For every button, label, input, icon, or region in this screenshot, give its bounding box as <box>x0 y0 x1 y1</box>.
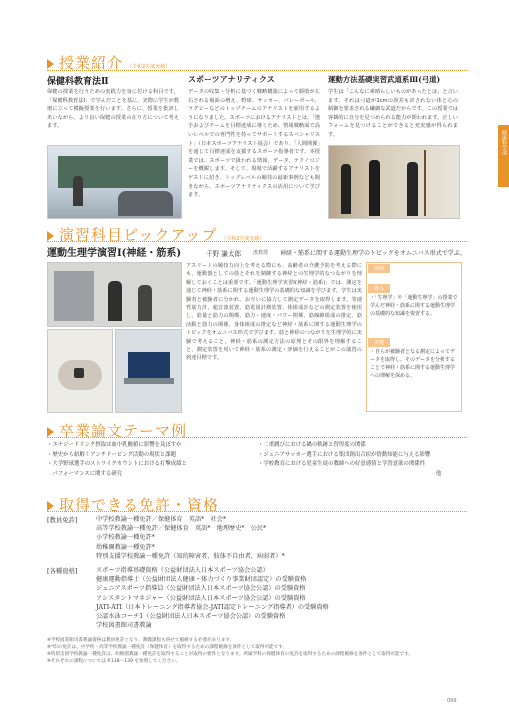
seminar-photo-2 <box>47 329 113 413</box>
laptop-base <box>124 378 174 384</box>
student-figure <box>138 285 152 321</box>
archer-figure-1 <box>341 164 351 214</box>
footnote: ※*印の免許は、中学校・高等学校教諭一種免許（保健体育）を取得するための課程履修を条件として取得可能です。 <box>47 645 288 650</box>
thesis-item: ・二重跳びにおける縄の軌跡と習得度の関係 <box>258 442 366 448</box>
qualification-item: 健康運動指導士（公益財団法人健康・体力づくり事業財団認定）の受験資格 <box>96 576 307 584</box>
triangle-bullet-icon <box>47 427 54 437</box>
thesis-item: ・歴史から紐解くアンチドーピング活動の現状と課題 <box>47 451 177 458</box>
qualification-label: [各種資格] <box>47 567 78 575</box>
classroom-photo <box>47 145 182 219</box>
section-divider <box>47 437 467 438</box>
course-heading-2: スポーツアナリティクス <box>188 74 275 84</box>
course-text-3: 学生は「こんなに素晴らしいものがあったとは」と言います。それは弓道が1cmの誤差も許されない体と心の制御を要求される繊細な武道だからです。この授業では客観的に自分を見つめられる能力が問われます。正しいフォームを見つけることができると充実感が得られます。 <box>328 89 458 138</box>
thesis-item: パフォーマンスに関する研究 <box>47 470 123 477</box>
section-title-seminar: 演習科目ピックアップ （令和2年度実績） <box>47 224 265 245</box>
side-tab-label: 健康科学部 <box>501 130 507 155</box>
archer-figure-3 <box>407 162 418 216</box>
equipment <box>54 271 94 321</box>
flow-text-2: ・「生理学」や「運動生理学」の授業で学んだ神経・筋系に関する運動生理学の基礎的な知識を復習する。 <box>370 295 458 317</box>
laptop-screen <box>128 352 170 378</box>
license-item: 特別支援学校教諭一種免許（知的障害者、肢体不自由者、病弱者）* <box>96 552 285 560</box>
license-item: 中学校教諭一種免許／保健体育 英語* 社会* <box>96 516 226 523</box>
section-title-licenses: 取得できる免許・資格 <box>47 494 219 515</box>
teacher-figure <box>73 176 83 206</box>
archer-figure-2 <box>369 160 380 216</box>
license-item: 小学校教諭一種免許* <box>96 534 155 542</box>
section-title-thesis: 卒業論文テーマ例 <box>47 420 187 441</box>
page-number: 099 <box>447 698 457 704</box>
qualification-item: 公認水泳コーチ1（公益財団法人日本スポーツ協会公認）の受験資格 <box>96 613 286 621</box>
thesis-item: ・学校教育における児童生徒の教師への好意感情と学習意欲の関係性 <box>258 461 426 467</box>
section-divider <box>47 241 467 242</box>
footnote: ※学校図書館司書教諭資格は教員免許となり、教職課程も併せて履修する必要があります。 <box>47 638 235 643</box>
qualification-list <box>96 566 456 630</box>
teacher-license-list <box>96 515 456 561</box>
course-text-2: データの収集・分析に基づく戦略構築によって勝敗が左右される場面の増え、野球、サッカー、バレーボール、ラグビーなどのトップチームのアナリストを雇用するようになりました。スポーツにおけるアナリストとは、「選手およびチームを目標達成に導くため、情報戦略面で高いレベルでの専門性を持ってサポートするスペシャリスト」（日本スポーツアナリスト協会）であり、「人間関係」を通じて目標達成を支援するスポーツ指導者です。本授業では、スポーツで扱われる情報、データ、テクノロジーを概観します。そして、現場で活躍するアナリストをゲストに招き、トップレベルの競技の最新事例なども聞きながら、スポーツアナリティクスの活用について学びます。 <box>188 89 320 199</box>
thesis-item: 他 <box>258 470 442 477</box>
flow-tag-2: 導入 <box>368 284 390 293</box>
footnote: ※特別支援学校教諭一種免許は、幼稚園教諭一種免許を取得することが取得の要件となります。所属学科の保健体育の免許を取得するための課程履修を条件として取得可能です。 <box>47 652 414 657</box>
seminar-title: 運動生理学演習Ⅰ(神経・筋系) <box>47 248 182 259</box>
bow <box>424 150 426 216</box>
thesis-list-left <box>47 441 257 479</box>
thesis-item: ・エナジードリンク摂取は血中乳酸値に影響を及ぼすか <box>47 442 182 448</box>
qualification-item: アシスタントマネジャー（公益財団法人日本スポーツ協会公認）の受験資格 <box>96 594 306 602</box>
qualification-item: JATI-ATI（日本トレーニング指導者協会-JATI認定トレーニング指導者）の受験資格 <box>96 603 329 611</box>
teacher-license-label: [教員免許] <box>47 516 78 524</box>
archery-photo <box>328 145 460 219</box>
section-divider <box>47 511 467 512</box>
qualification-item: スポーツ指導基礎資格（公益財団法人日本スポーツ協会公認） <box>96 567 269 574</box>
triangle-bullet-icon <box>47 501 54 511</box>
license-item: 幼稚園教諭一種免許* <box>96 543 155 551</box>
thesis-item: ・ジュニアサッカー選手における集団創出合宿が情動知能に与える影響 <box>258 451 431 458</box>
triangle-bullet-icon <box>47 231 54 241</box>
sensor <box>74 368 84 378</box>
qualification-item: ジュニアスポーツ指導員（公益財団法人日本スポーツ協会公認）の受験資格 <box>96 585 306 593</box>
students-figures <box>118 191 173 216</box>
flow-tag-3: 本題 <box>368 338 390 347</box>
course-heading-3: 運動方法基礎実習武道系Ⅲ(弓道) <box>328 75 441 84</box>
footnotes <box>47 637 467 665</box>
footnote: ※それぞれの課程については P.138〜139 を参照してください。 <box>47 659 181 664</box>
course-heading-1: 保健科教育法Ⅱ <box>47 77 109 87</box>
course-text-1: 保健の授業を行うための実践力を身に付ける科目です。「保健科教育法Ⅰ」で学んだことを基に、実際に学生が教壇に立って模擬授業を行います。さらに、授業を批評しあいながら、より良い保健の授業の在り方について考えます。 <box>47 89 179 130</box>
seminar-summary: 神経・筋系に関する運動生理学のトピックをオムニバス形式で学ぶ。 <box>280 250 466 257</box>
teacher-name: 千野 謙太郎 <box>206 250 242 258</box>
flow-text-3: ・自らが被験者となる測定によってデータを取得し、そのデータを分析することで神経・筋系に関する運動生理学への理解を深める。 <box>370 349 456 379</box>
thesis-list-right <box>258 441 468 479</box>
teacher-role: 准教授 <box>253 250 269 256</box>
seminar-photo-1 <box>47 262 182 327</box>
triangle-bullet-icon <box>47 59 54 69</box>
seminar-photo-3 <box>115 329 182 413</box>
student-figure <box>108 281 122 321</box>
flow-tag-1: 展開 <box>368 264 390 273</box>
seminar-text: アスリートの競技力向上を考える際にも、高齢者の介護予防を考える際にも、運動器としての筋とそれを制御する神経との生理学的なつながりを理解しておくことは重要です。「運動生理学実習Ⅰ(神経・筋系)」では、測定を通じて神経・筋系に関する運動生理学の基礎的な知識を学びます。学生は実験者と被験者に分かれ、お互いに協力して測定データを取得します。等速性筋力計、超音波装置、筋電図計測装置、体組成計などの測定装置を使用し、筋量と筋力の関係、筋力・速度・パワー関係、筋線維組成の推定、筋活動と筋力の関係、身体組成の推定など神経・筋系に関する運動生理学のトピックをオムニバス形式で学びます。筋と神経のつながりを生理学的に実験で考えること、神経・筋系の測定方法の原理とその限界を理解すること、測定装置を用いて神経・筋系の測定・評価を行えることがこの演習の到達目標です。 <box>186 263 362 362</box>
section-divider <box>47 70 467 71</box>
thesis-item: ・大学野球選手のストライクカウントにおける打撃成績と <box>47 461 187 467</box>
section-title-courses: 授業紹介 （令和2年度実績） <box>47 52 170 73</box>
qualification-item: 学校図書館司書教諭 <box>96 622 152 630</box>
license-item: 高等学校教諭一種免許／保健体育 英語* 地理歴史* 公民* <box>96 525 267 533</box>
